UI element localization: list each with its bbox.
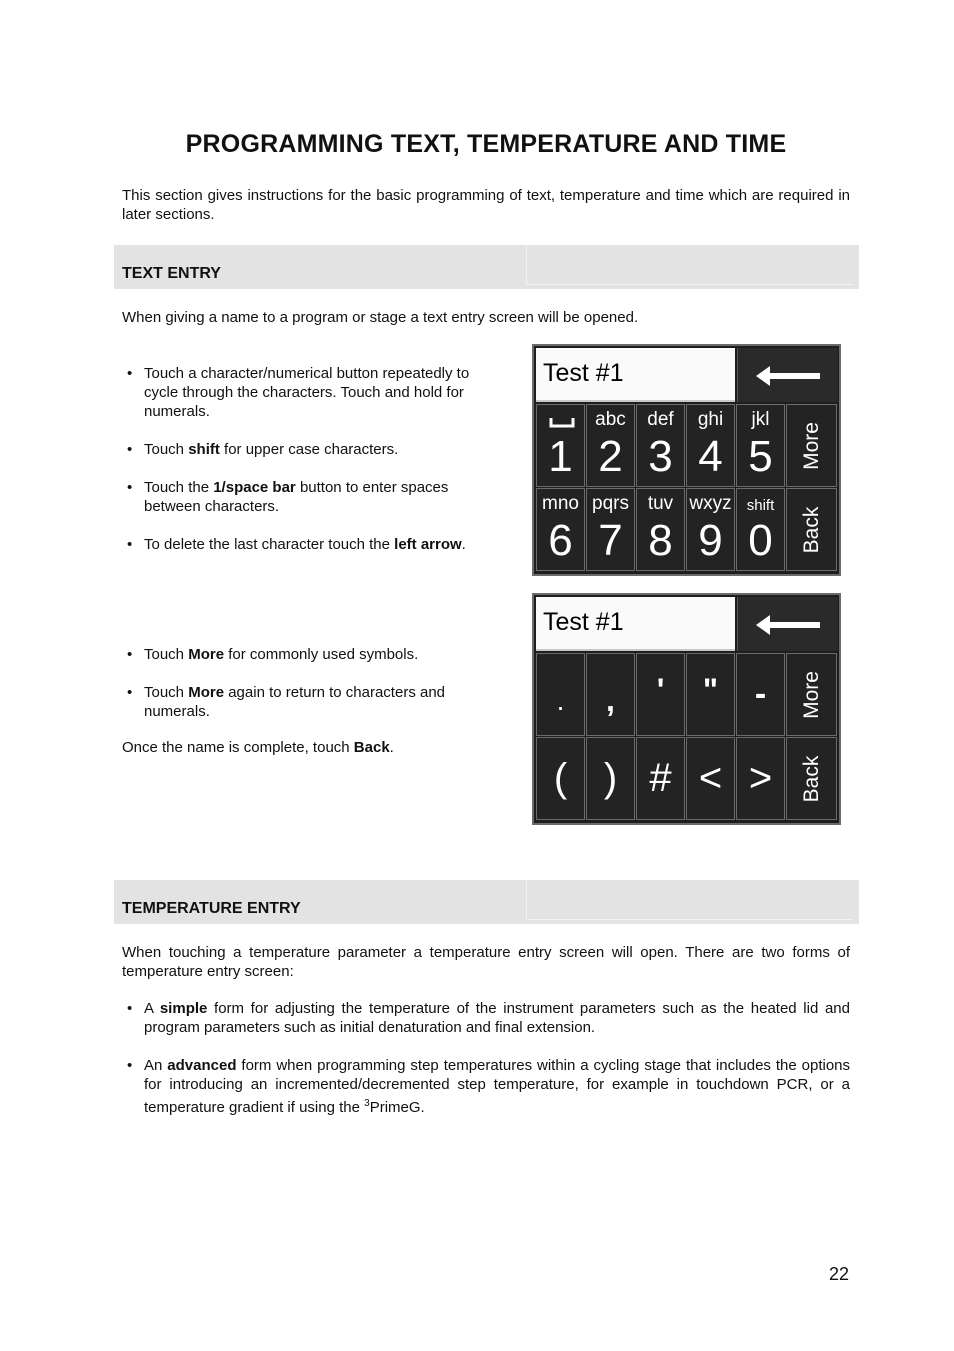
page-title: PROGRAMMING TEXT, TEMPERATURE AND TIME [185, 130, 787, 158]
key-apostrophe[interactable]: ' [636, 653, 685, 736]
key-0-shift[interactable]: shift 0 [736, 488, 785, 571]
temperature-entry-bullets [122, 999, 850, 1136]
key-9-wxyz[interactable]: wxyz 9 [686, 488, 735, 571]
back-button[interactable]: Back [786, 737, 837, 820]
bullet-item: • A simple form for adjusting the temperature of the instrument parameters such as the heated lid and program parameters such as initial denaturation and final extension. [122, 999, 850, 1037]
key-hyphen[interactable]: - [736, 653, 785, 736]
more-button[interactable]: More [786, 653, 837, 736]
page-number: 22 [829, 1264, 850, 1284]
bullet-item: • Touch the 1/space bar button to enter spaces between characters. [122, 478, 498, 516]
intro-paragraph: This section gives instructions for the basic programming of text, temperature and time which are required in later sections. [122, 187, 850, 223]
bullet-item: • Touch shift for upper case characters. [122, 440, 498, 459]
key-period[interactable]: . [536, 653, 585, 736]
closing-text: Once the name is complete, touch Back. [122, 739, 394, 756]
key-comma[interactable]: , [586, 653, 635, 736]
temperature-entry-heading-band [114, 880, 859, 924]
key-2-abc[interactable]: abc 2 [586, 404, 635, 487]
left-arrow-icon [738, 597, 838, 651]
key-less-than[interactable]: < [686, 737, 735, 820]
key-open-paren[interactable]: ( [536, 737, 585, 820]
text-display: Test #1 [536, 597, 735, 651]
left-arrow-icon [738, 348, 838, 402]
key-6-mno[interactable]: mno 6 [536, 488, 585, 571]
back-button[interactable]: Back [786, 488, 837, 571]
backspace-button[interactable] [737, 597, 838, 651]
bullet-item: • Touch More for commonly used symbols. [122, 645, 498, 664]
temperature-entry-heading: TEMPERATURE ENTRY [122, 900, 301, 917]
key-hash[interactable]: # [636, 737, 685, 820]
key-greater-than[interactable]: > [736, 737, 785, 820]
bullet-item: • An advanced form when programming step temperatures within a cycling stage that includes the options for introducing an incremented/decremented step temperature, for example in touchdown PCR, or a temperature gradient if using the $^3$PrimeG. [122, 1056, 850, 1117]
space-bar-icon [549, 417, 575, 429]
bullet-item: • Touch a character/numerical button repeatedly to cycle through the characters. Touch and hold for numerals. [122, 364, 498, 421]
text-entry-heading: TEXT ENTRY [122, 265, 221, 282]
text-entry-heading-band [114, 245, 859, 289]
bullet-item: • Touch More again to return to characters and numerals. [122, 683, 498, 721]
key-3-def[interactable]: def 3 [636, 404, 685, 487]
more-button[interactable]: More [786, 404, 837, 487]
text-display: Test #1 [536, 348, 735, 402]
bullet-item: • To delete the last character touch the left arrow. [122, 535, 498, 554]
temperature-entry-intro: When touching a temperature parameter a temperature entry screen will open. There are two forms of temperature entry screen: [122, 944, 850, 980]
backspace-button[interactable] [737, 348, 838, 402]
symbol-keypad-screen [532, 593, 841, 825]
key-close-paren[interactable]: ) [586, 737, 635, 820]
more-bullets [122, 645, 498, 740]
key-8-tuv[interactable]: tuv 8 [636, 488, 685, 571]
key-5-jkl[interactable]: jkl 5 [736, 404, 785, 487]
text-entry-intro: When giving a name to a program or stage a text entry screen will be opened. [122, 309, 639, 326]
text-entry-bullets [122, 364, 498, 573]
key-1-space[interactable]: 1 [536, 404, 585, 487]
key-double-quote[interactable]: " [686, 653, 735, 736]
key-7-pqrs[interactable]: pqrs 7 [586, 488, 635, 571]
text-entry-keypad-screen [532, 344, 841, 576]
key-4-ghi[interactable]: ghi 4 [686, 404, 735, 487]
